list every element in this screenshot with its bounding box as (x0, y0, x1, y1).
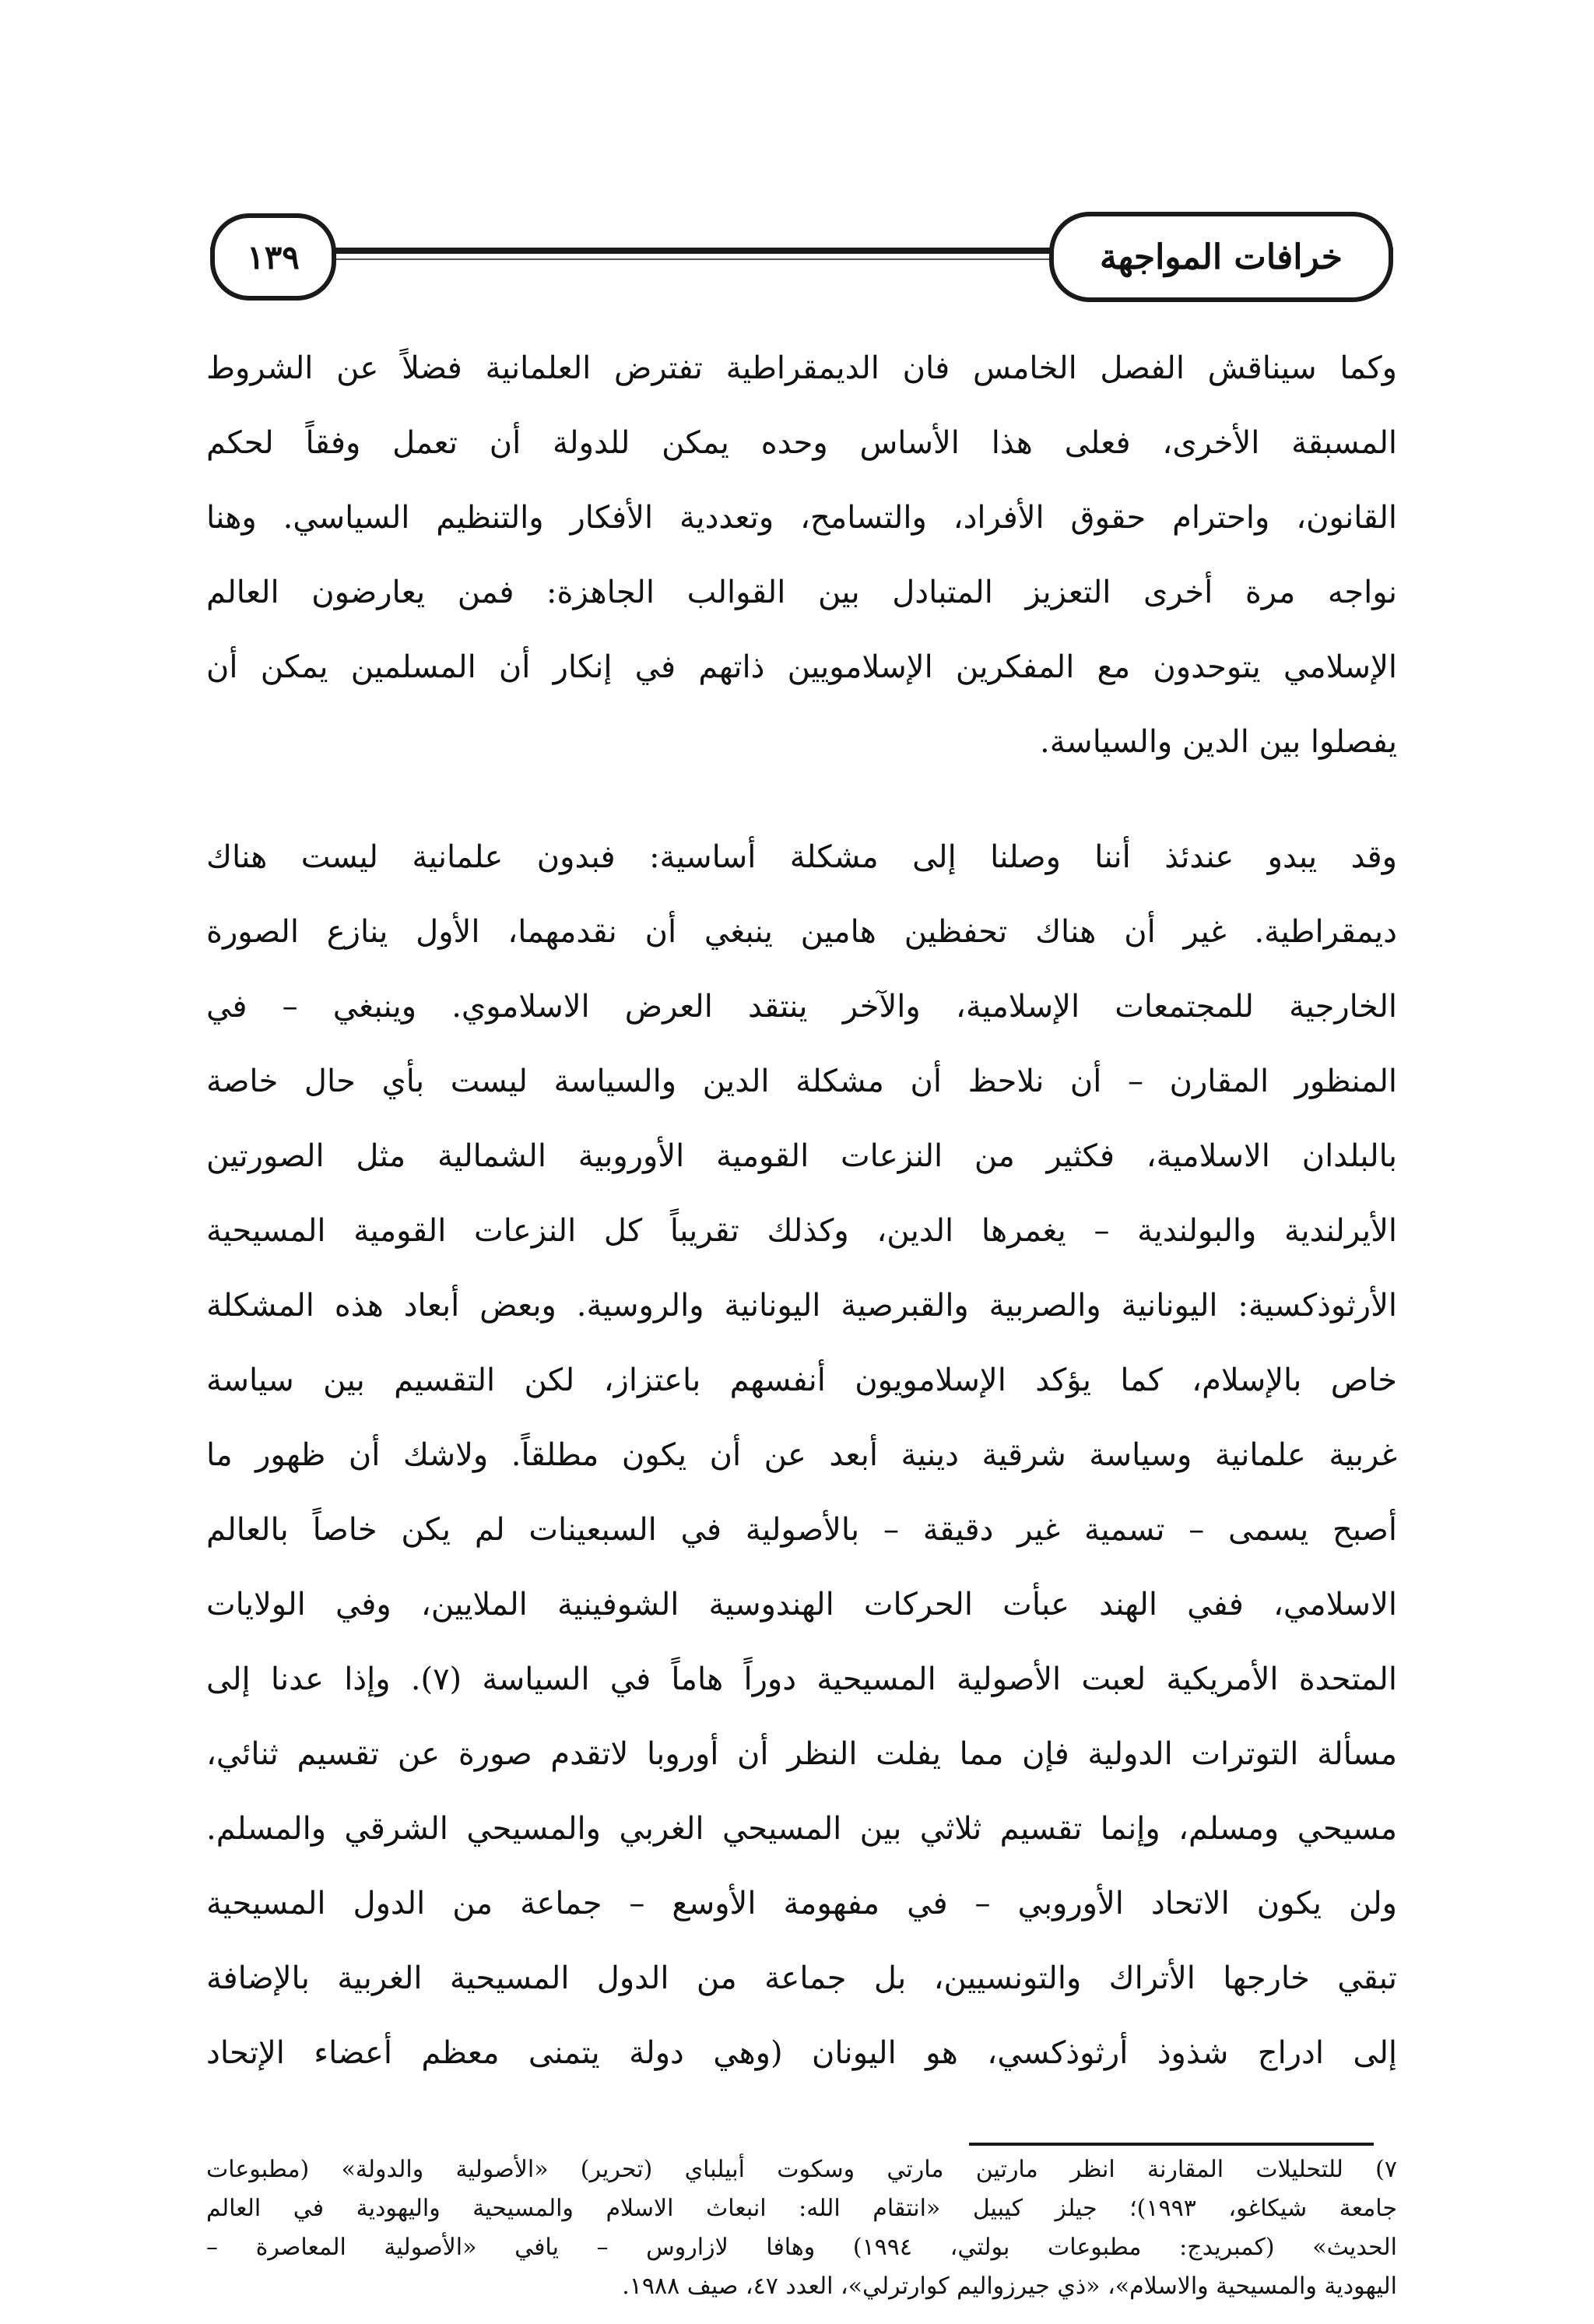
footnote-line: اليهودية والمسيحية والاسلام»، «ذي جيرزواليم كوارترلي»، العدد ٤٧، صيف ١٩٨٨. (622, 2273, 1397, 2300)
text-line: المنظور المقارن – أن نلاحظ أن مشكلة الدين والسياسة ليست بأي حال خاصة (206, 1064, 1397, 1099)
text-line: غربية علمانية وسياسة شرقية دينية أبعد عن أن يكون مطلقاً. ولاشك أن ظهور ما (206, 1437, 1397, 1473)
footnote-line: الحديث» (كمبريدج: مطبوعات بولتي، ١٩٩٤) وهافا لازاروس – يافي «الأصولية المعاصرة – (206, 2234, 1397, 2261)
text-line: القانون، واحترام حقوق الأفراد، والتسامح، وتعددية الأفكار والتنظيم السياسي. وهنا (206, 500, 1397, 536)
text-line: خاص بالإسلام، كما يؤكد الإسلامويون أنفسهم باعتزاز، لكن التقسيم بين سياسة (206, 1362, 1397, 1398)
text-line: الإسلامي يتوحدون مع المفكرين الإسلامويين ذاتهم في إنكار أن المسلمين يمكن أن (206, 649, 1397, 685)
footnote-line: ٧) للتحليلات المقارنة انظر مارتين مارتي وسكوت أبيلباي (تحرير) «الأصولية والدولة» (مطبوعات (206, 2156, 1397, 2183)
running-title: خرافات المواجهة (1049, 212, 1393, 302)
text-line: يفصلوا بين الدين والسياسة. (1040, 724, 1397, 760)
text-line: الخارجية للمجتمعات الإسلامية، والآخر ينتقد العرض الاسلاموي. وينبغي – في (206, 989, 1397, 1025)
text-line: مسيحي ومسلم، وإنما تقسيم ثلاثي بين المسيحي الغربي والمسيحي الشرقي والمسلم. (206, 1811, 1397, 1847)
text-line: الأرثوذكسية: اليونانية والصربية والقبرصية اليونانية والروسية. وبعض أبعاد هذه المشكلة (206, 1288, 1397, 1324)
text-line: نواجه مرة أخرى التعزيز المتبادل بين القوالب الجاهزة: فمن يعارضون العالم (206, 575, 1397, 610)
text-line: بالبلدان الاسلامية، فكثير من النزعات القومية الأوروبية الشمالية مثل الصورتين (206, 1138, 1397, 1174)
footnotes (206, 2150, 1397, 2306)
text-line: الاسلامي، ففي الهند عبأت الحركات الهندوسية الشوفينية الملايين، وفي الولايات (206, 1587, 1397, 1623)
text-line: ديمقراطية. غير أن هناك تحفظين هامين ينبغي أن نقدمهما، الأول ينازع الصورة (206, 914, 1397, 950)
text-line: وقد يبدو عندئذ أننا وصلنا إلى مشكلة أساسية: فبدون علمانية ليست هناك (206, 839, 1397, 875)
text-line: أصبح يسمى – تسمية غير دقيقة – بالأصولية في السبعينات لم يكن خاصاً بالعالم (206, 1512, 1397, 1548)
footnote-line: جامعة شيكاغو، ١٩٩٣)؛ جيلز كيبيل «انتقام الله: انبعاث الاسلام والمسيحية واليهودية في العالم (206, 2195, 1397, 2222)
footnote-divider (969, 2143, 1374, 2146)
text-line: تبقي خارجها الأتراك والتونسيين، بل جماعة من الدول المسيحية الغربية بالإضافة (206, 1960, 1397, 1996)
text-line: المسبقة الأخرى، فعلى هذا الأساس وحده يمكن للدولة أن تعمل وفقاً لحكم (206, 425, 1397, 461)
page-number: ١٣٩ (210, 213, 336, 301)
text-line: الأيرلندية والبولندية – يغمرها الدين، وكذلك تقريباً كل النزعات القومية المسيحية (206, 1213, 1397, 1249)
text-line: ولن يكون الاتحاد الأوروبي – في مفهومة الأوسع – جماعة من الدول المسيحية (206, 1886, 1397, 1921)
paragraph-1 (206, 331, 1397, 779)
page-header (210, 209, 1393, 304)
text-line: المتحدة الأمريكية لعبت الأصولية المسيحية دوراً هاماً في السياسة (٧). وإذا عدنا إلى (206, 1661, 1397, 1697)
text-line: إلى ادراج شذوذ أرثوذكسي، هو اليونان (وهي دولة يتمنى معظم أعضاء الإتحاد (206, 2035, 1397, 2071)
body-text (206, 331, 1397, 2090)
paragraph-2 (206, 820, 1397, 2090)
text-line: وكما سيناقش الفصل الخامس فان الديمقراطية تفترض العلمانية فضلاً عن الشروط (206, 350, 1397, 386)
text-line: مسألة التوترات الدولية فإن مما يفلت النظر أن أوروبا لاتقدم صورة عن تقسيم ثنائي، (206, 1736, 1397, 1772)
